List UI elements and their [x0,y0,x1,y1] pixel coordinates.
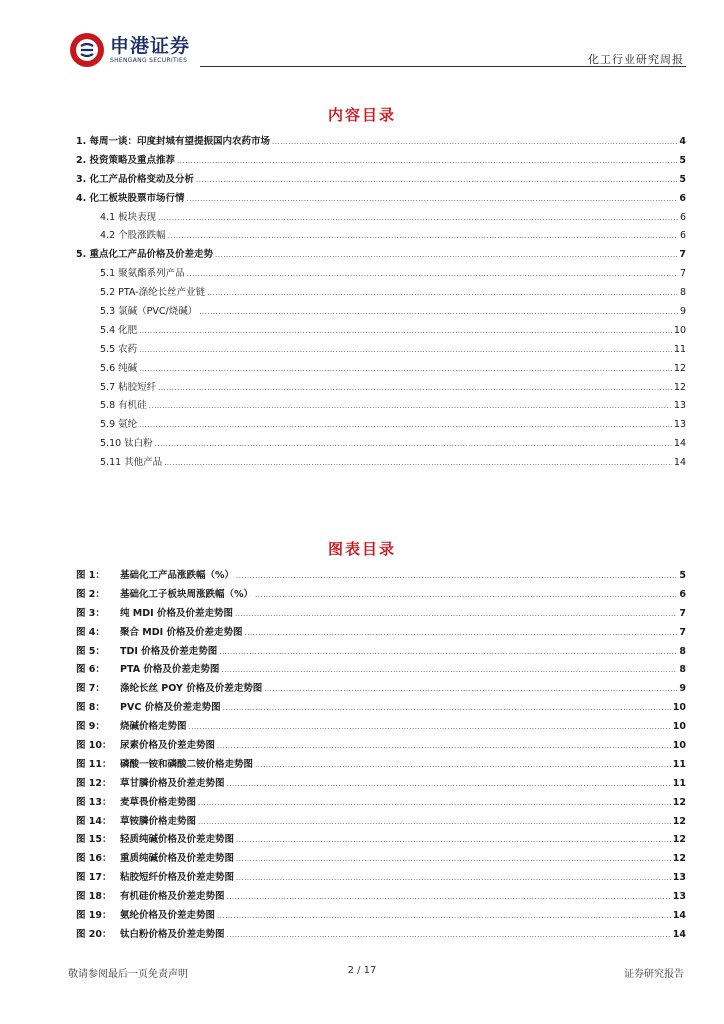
dot-leader [139,322,672,341]
figure-page: 6 [679,588,686,600]
toc-entry[interactable] [76,190,686,209]
figure-number: 图 14： [76,815,112,827]
figure-label: 钛白粉价格及价差走势图 [120,928,225,940]
document-type: 证券研究报告 [624,969,684,980]
figure-label: PTA 价格及价差走势图 [120,664,220,676]
figure-entry[interactable] [76,567,686,586]
dot-leader [168,227,678,246]
dot-leader [221,661,677,680]
figure-number: 图 13： [76,796,112,808]
figure-label: 涤纶长丝 POY 价格及价差走势图 [120,683,263,695]
figure-number: 图 9： [76,721,105,733]
figure-number: 图 6： [76,664,105,676]
dot-leader [139,416,672,435]
logo-name-en: SHENGANG SECURITIES [110,56,188,64]
toc-entry-page: 13 [673,400,686,412]
dot-leader [187,190,678,209]
toc-entry-page: 10 [673,324,686,336]
figure-page: 12 [672,853,686,865]
dot-leader [198,794,671,813]
toc-entry[interactable] [76,284,686,303]
figure-number: 图 8： [76,702,105,714]
figure-list-title: 图表目录 [327,540,396,558]
toc-entry-label: 4. 化工板块股票市场行情 [76,192,185,204]
figure-entry[interactable] [76,756,686,775]
figure-page: 7 [679,607,686,619]
figure-label: TDI 价格及价差走势图 [120,645,218,657]
toc-entry-label: 5.10 钛白粉 [100,438,153,450]
dot-leader [149,397,672,416]
toc-entry-label: 1. 每周一谈：印度封城有望提振国内农药市场 [76,136,271,147]
figure-number: 图 7： [76,683,105,695]
toc-entry-page: 6 [679,230,686,242]
figure-page: 12 [672,815,686,827]
figure-number: 图 1： [76,570,105,581]
toc-entry-page: 12 [673,362,686,374]
toc-entry-page: 6 [679,211,686,223]
figure-number: 图 5： [76,645,105,657]
figure-label: 麦草畏价格走势图 [120,796,197,808]
toc-entry-label: 5.7 粘胶短纤 [100,381,157,393]
dot-leader [217,907,671,926]
figure-number: 图 20： [76,928,112,940]
toc-title: 内容目录 [327,106,396,124]
toc-entry-page: 7 [679,268,686,280]
dot-leader [187,265,678,284]
figure-entry[interactable] [76,775,686,794]
figure-entry[interactable] [76,869,686,888]
dot-leader [164,454,672,473]
figure-entry[interactable] [76,813,686,832]
report-type: 化工行业研究周报 [588,53,684,66]
toc-entry[interactable] [76,265,686,284]
toc-entry-label: 3. 化工产品价格变动及分析 [76,173,195,185]
figure-page: 10 [672,740,686,752]
figure-page: 14 [672,910,686,922]
logo-mark-icon [70,33,104,67]
figure-label: 氨纶价格及价差走势图 [120,910,216,922]
figure-number: 图 18： [76,891,112,903]
dot-leader [227,775,671,794]
toc-entry[interactable] [76,303,686,322]
figure-list [76,567,686,945]
header-divider [200,66,686,67]
dot-leader [236,869,671,888]
figure-page: 14 [672,928,686,940]
figure-number: 图 12： [76,777,112,789]
toc-entry[interactable] [76,246,686,265]
toc-entry-page: 14 [673,457,686,469]
figure-entry[interactable] [76,718,686,737]
figure-label: 聚合 MDI 价格及价差走势图 [120,626,243,638]
dot-leader [139,360,672,379]
toc-entry-page: 5 [679,154,686,166]
toc-entry-page: 9 [679,306,686,318]
figure-entry[interactable] [76,907,686,926]
figure-number: 图 19： [76,910,112,922]
figure-page: 5 [679,570,686,581]
figure-entry[interactable] [76,794,686,813]
figure-entry[interactable] [76,831,686,850]
dot-leader [264,680,677,699]
figure-number: 图 17： [76,872,112,884]
dot-leader [236,567,677,586]
figure-entry[interactable] [76,680,686,699]
dot-leader [155,435,672,454]
dot-leader [245,624,678,643]
toc-entry[interactable] [76,397,686,416]
figure-label: PVC 价格及价差走势图 [120,702,221,714]
figure-number: 图 15： [76,834,112,846]
disclaimer-note: 敬请参阅最后一页免责声明 [68,969,188,980]
page-footer [0,960,724,990]
figure-entry[interactable] [76,699,686,718]
figure-entry[interactable] [76,661,686,680]
toc-entry[interactable] [76,152,686,171]
figure-page: 11 [672,777,686,789]
figure-label: 磷酸一铵和磷酸二铵价格走势图 [120,758,254,770]
toc-entry[interactable] [76,360,686,379]
toc-entry[interactable] [76,416,686,435]
figure-number: 图 2： [76,588,105,600]
toc-entry-page: 6 [679,192,686,204]
figure-page: 12 [672,834,686,846]
dot-leader [223,699,671,718]
dot-leader [235,605,677,624]
figure-label: 基础化工子板块周涨跌幅（%） [120,588,254,600]
toc-entry-page: 12 [673,381,686,393]
figure-entry[interactable] [76,926,686,945]
figure-entry[interactable] [76,605,686,624]
figure-entry[interactable] [76,737,686,756]
toc-entry-page: 13 [673,419,686,431]
toc-entry-label: 5. 重点化工产品价格及价差走势 [76,249,214,261]
dot-leader [198,813,671,832]
toc-entry-label: 5.1 聚氨酯系列产品 [100,268,185,280]
figure-number: 图 3： [76,607,105,619]
dot-leader [158,209,678,228]
company-logo [70,33,190,67]
toc-entry-label: 5.5 农药 [100,343,138,355]
dot-leader [215,246,677,265]
dot-leader [255,586,677,605]
figure-label: 有机硅价格及价差走势图 [120,891,225,903]
figure-page: 7 [679,626,686,638]
figure-entry[interactable] [76,643,686,662]
dot-leader [139,341,672,360]
toc-entry[interactable] [76,227,686,246]
figure-label: 重质纯碱价格及价差走势图 [120,853,235,865]
figure-page: 8 [679,645,686,657]
figure-number: 图 10： [76,740,112,752]
toc-entry-label: 4.2 个股涨跌幅 [100,230,166,242]
toc-entry[interactable] [76,379,686,398]
toc-entry-label: 5.4 化肥 [100,324,138,336]
toc-entry[interactable] [76,322,686,341]
toc-entry-page: 5 [679,173,686,185]
page-header [0,0,724,80]
toc-entry-page: 14 [673,438,686,450]
figure-label: 基础化工产品涨跌幅（%） [120,570,235,581]
toc-entry-label: 4.1 板块表现 [100,211,157,223]
toc-entry[interactable] [76,171,686,190]
dot-leader [196,171,677,190]
figure-page: 13 [672,872,686,884]
dot-leader [158,379,672,398]
figure-number: 图 4： [76,626,105,638]
figure-entry[interactable] [76,850,686,869]
figure-label: 粘胶短纤价格及价差走势图 [120,872,235,884]
dot-leader [207,284,678,303]
table-of-contents [76,133,686,473]
dot-leader [227,926,671,945]
dot-leader [236,831,671,850]
dot-leader [219,643,677,662]
figure-label: 轻质纯碱价格及价差走势图 [120,834,235,846]
toc-entry-label: 5.11 其他产品 [100,457,163,469]
figure-label: 草甘膦价格及价差走势图 [120,777,225,789]
figure-number: 图 11： [76,758,112,770]
toc-entry-label: 5.3 氯碱（PVC/烧碱） [100,306,198,318]
dot-leader [177,152,677,171]
figure-label: 草铵膦价格走势图 [120,815,197,827]
toc-entry[interactable] [76,435,686,454]
toc-entry-page: 7 [679,249,686,261]
toc-entry[interactable] [76,454,686,473]
toc-entry-page: 8 [679,287,686,299]
toc-entry-label: 5.2 PTA-涤纶长丝产业链 [100,287,206,299]
figure-label: 纯 MDI 价格及价差走势图 [120,607,233,619]
toc-entry[interactable] [76,209,686,228]
dot-leader [272,133,677,152]
figure-page: 9 [679,683,686,695]
figure-page: 13 [672,891,686,903]
figure-entry[interactable] [76,888,686,907]
dot-leader [189,718,671,737]
figure-number: 图 16： [76,853,112,865]
dot-leader [227,888,671,907]
figure-page: 11 [672,758,686,770]
toc-entry-label: 5.9 氨纶 [100,419,138,431]
toc-entry-page: 4 [679,136,686,147]
toc-entry[interactable] [76,133,686,152]
toc-entry[interactable] [76,341,686,360]
figure-entry[interactable] [76,624,686,643]
figure-page: 8 [679,664,686,676]
figure-entry[interactable] [76,586,686,605]
page-indicator: 2 / 17 [347,965,377,976]
figure-label: 尿素价格及价差走势图 [120,740,216,752]
dot-leader [217,737,671,756]
toc-entry-label: 5.6 纯碱 [100,362,138,374]
toc-entry-label: 5.8 有机硅 [100,400,147,412]
figure-page: 10 [672,702,686,714]
dot-leader [255,756,671,775]
dot-leader [236,850,671,869]
dot-leader [199,303,678,322]
logo-name-cn: 申港证券 [110,34,191,57]
toc-entry-page: 11 [673,343,686,355]
figure-page: 12 [672,796,686,808]
figure-label: 烧碱价格走势图 [120,721,187,733]
toc-entry-label: 2. 投资策略及重点推荐 [76,154,176,166]
figure-page: 10 [672,721,686,733]
